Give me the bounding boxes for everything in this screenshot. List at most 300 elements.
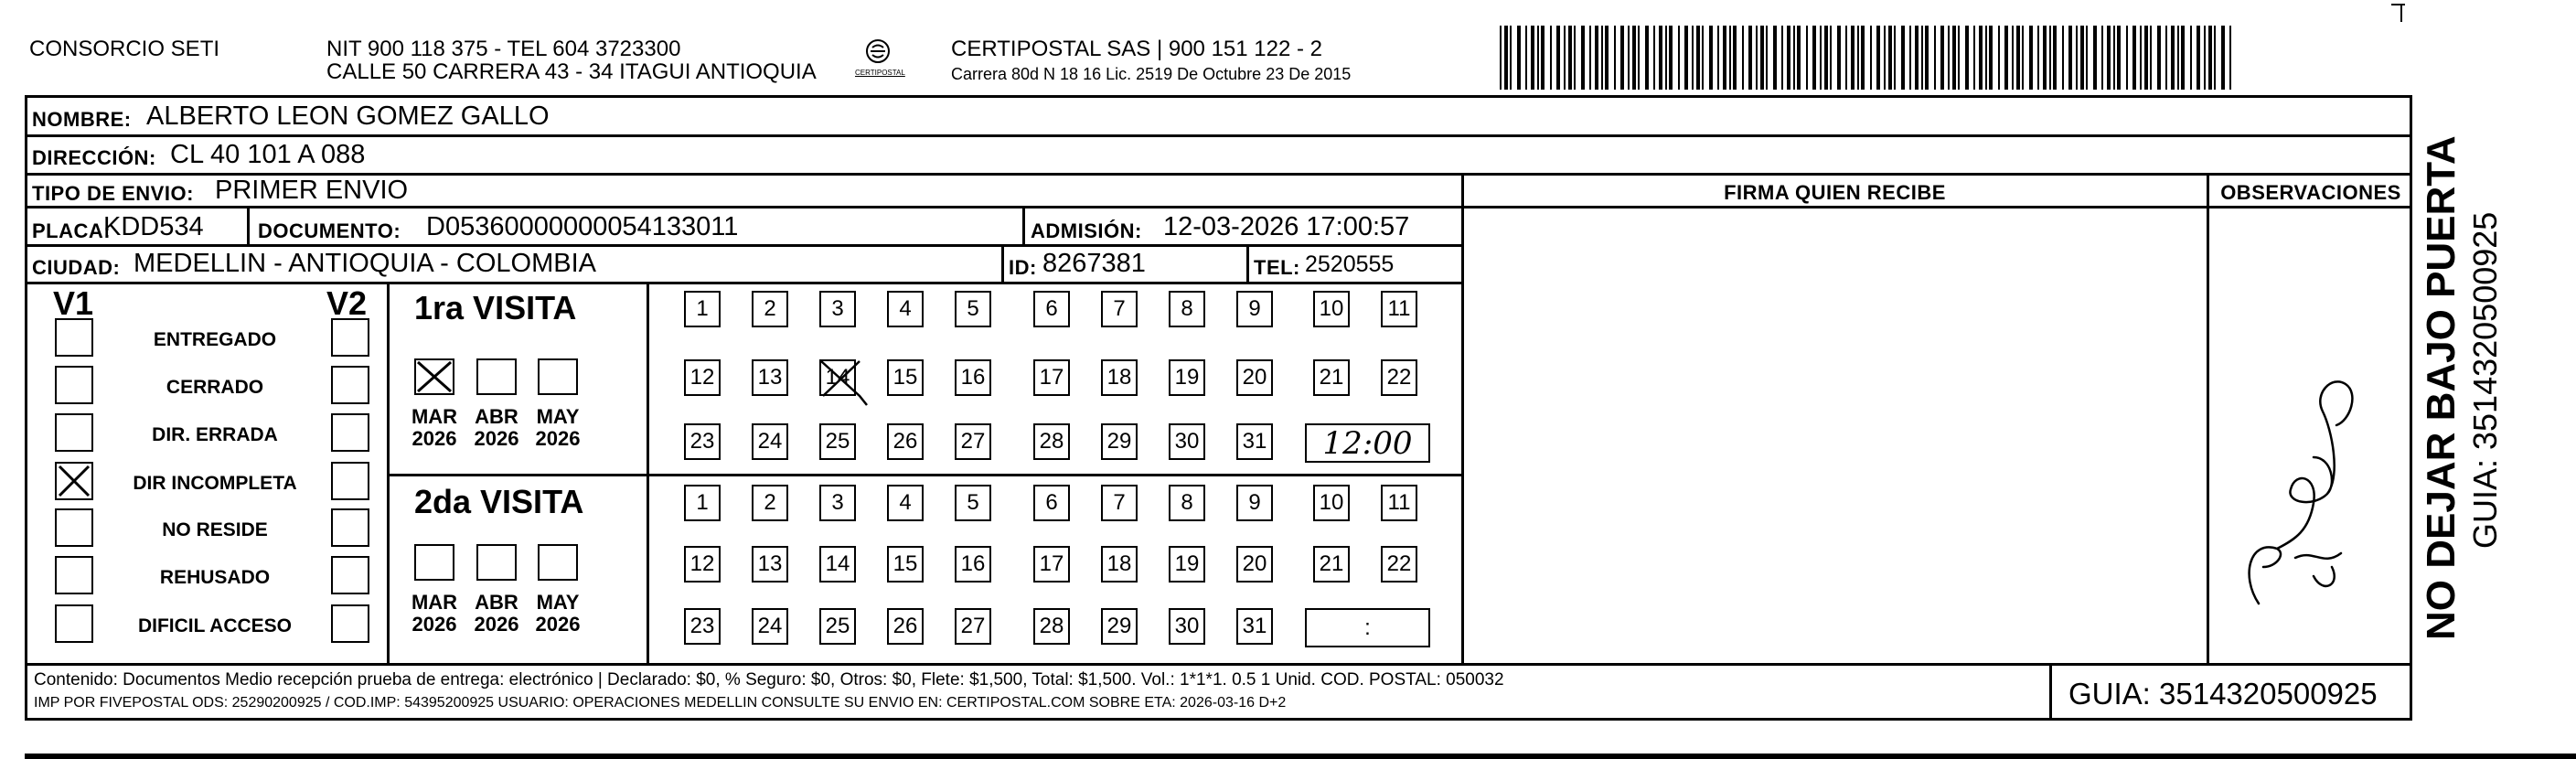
- day-number: 11: [1387, 490, 1411, 515]
- direccion-value: CL 40 101 A 088: [170, 140, 366, 169]
- v1-checkbox[interactable]: [55, 318, 93, 357]
- first-visit-day[interactable]: [1169, 423, 1205, 460]
- barcode-bar: [1870, 26, 1872, 90]
- day-number: 10: [1319, 296, 1344, 321]
- placa-label: PLACA:: [32, 219, 112, 242]
- row-divider: [25, 206, 1463, 208]
- barcode-bar: [1921, 26, 1923, 90]
- day-number: 16: [960, 551, 986, 576]
- barcode-bar: [1985, 26, 1987, 90]
- v1-checkbox[interactable]: [55, 462, 93, 500]
- barcode-bar: [1645, 26, 1649, 90]
- side-guia: GUIA: 3514320500925: [2466, 211, 2504, 549]
- barcode-bar: [1723, 26, 1726, 90]
- day-number: 8: [1181, 490, 1193, 515]
- second-visit-day[interactable]: [887, 485, 924, 521]
- barcode-bar: [1550, 26, 1552, 90]
- corner-mark: [2400, 4, 2402, 22]
- day-number: 3: [831, 490, 844, 515]
- second-visit-time[interactable]: [1305, 608, 1430, 647]
- barcode-bar: [1665, 26, 1667, 90]
- company-name: CONSORCIO SETI: [29, 37, 220, 61]
- barcode-bar: [1934, 26, 1936, 90]
- month-label: MAR: [411, 591, 458, 614]
- day-number: 23: [689, 614, 715, 638]
- day-number: 22: [1386, 365, 1412, 390]
- v2-checkbox[interactable]: [331, 318, 369, 357]
- status-label: NO RESIDE: [162, 519, 268, 540]
- barcode-bar: [1851, 26, 1855, 90]
- barcode-bar: [1901, 26, 1905, 90]
- barcode-bar: [2204, 26, 2206, 90]
- barcode-bar: [1692, 26, 1694, 90]
- first-visit-day[interactable]: [887, 359, 924, 396]
- footer-divider: [25, 663, 2412, 666]
- footer-line-1: Contenido: Documentos Medio recepción prueba de entrega: electrónico | Declarado: $0, % Seguro: $0, Otros: $0, Flete: $1,500, Total: $1,500. Vol.: 1*1*1. 0.5 1 Unid. COD. POSTAL: 050032: [34, 670, 1504, 690]
- second-visit-day[interactable]: [752, 485, 788, 521]
- barcode-bar: [1742, 26, 1744, 90]
- v2-checkbox[interactable]: [331, 413, 369, 452]
- barcode-bar: [1756, 26, 1758, 90]
- day-number: 9: [1248, 490, 1261, 515]
- barcode-bar: [1556, 26, 1560, 90]
- year-label: 2026: [412, 613, 457, 636]
- visit-col-divider: [647, 283, 649, 664]
- v1-header: V1: [53, 284, 94, 322]
- second-visit-day[interactable]: [1381, 485, 1417, 521]
- first-visit-day[interactable]: [955, 291, 991, 327]
- barcode-bar: [1525, 26, 1527, 90]
- day-number: 6: [1045, 490, 1058, 515]
- second-visit-day[interactable]: [684, 608, 721, 645]
- barcode-bar: [1845, 26, 1847, 90]
- barcode-bar: [1620, 26, 1624, 90]
- month-label: MAY: [536, 591, 580, 614]
- day-number: 29: [1106, 614, 1132, 638]
- first-visit-day[interactable]: [1236, 291, 1273, 327]
- barcode-bar: [1510, 26, 1512, 90]
- first-visit-month-checkbox[interactable]: [538, 358, 578, 395]
- second-visit-day[interactable]: [819, 485, 856, 521]
- no-dejar-warning: NO DEJAR BAJO PUERTA: [2419, 135, 2464, 640]
- day-number: 18: [1106, 365, 1132, 390]
- barcode-bar: [1581, 26, 1585, 90]
- status-label: ENTREGADO: [153, 329, 277, 350]
- barcode-bar: [1678, 26, 1680, 90]
- barcode-bar: [2190, 26, 2192, 90]
- v1-checkbox[interactable]: [55, 413, 93, 452]
- barcode-bar: [2086, 26, 2088, 90]
- second-visit-day[interactable]: [955, 608, 991, 645]
- day-number: 23: [689, 429, 715, 454]
- tipo-envio-value: PRIMER ENVIO: [215, 176, 409, 205]
- day-number: 15: [893, 365, 918, 390]
- first-visit-day[interactable]: [1101, 423, 1138, 460]
- day-number: 31: [1242, 429, 1267, 454]
- carrier-address: Carrera 80d N 18 16 Lic. 2519 De Octubre 23 De 2015: [951, 65, 1352, 83]
- id-value: 8267381: [1042, 249, 1146, 278]
- barcode-bar: [2093, 26, 2097, 90]
- col-divider: [2207, 173, 2209, 664]
- day-number: 3: [831, 296, 844, 321]
- footer-guia: GUIA: 3514320500925: [2068, 677, 2378, 711]
- barcode-bar: [1797, 26, 1801, 90]
- barcode-bar: [1628, 26, 1630, 90]
- barcode-bar: [2080, 26, 2084, 90]
- second-visit-day[interactable]: [752, 608, 788, 645]
- second-visit-day[interactable]: [1169, 485, 1205, 521]
- first-visit-day[interactable]: [1236, 423, 1273, 460]
- barcode-bar: [2037, 26, 2039, 90]
- second-visit-day[interactable]: [1169, 546, 1205, 583]
- barcode-bar: [2053, 26, 2057, 90]
- year-label: 2026: [412, 427, 457, 450]
- day-number: 12: [689, 551, 715, 576]
- first-visit-month-checkbox[interactable]: [414, 358, 454, 395]
- first-visit-day[interactable]: [684, 359, 721, 396]
- barcode-bar: [1564, 26, 1566, 90]
- second-visit-day[interactable]: [1313, 546, 1350, 583]
- barcode-bar: [1958, 26, 1960, 90]
- year-label: 2026: [535, 613, 581, 636]
- footer-col-divider: [2049, 666, 2052, 721]
- status-label: DIFICIL ACCESO: [137, 615, 292, 636]
- col-divider: [1461, 173, 1464, 664]
- carrier-name: CERTIPOSTAL SAS | 900 151 122 - 2: [951, 37, 1322, 61]
- barcode-bar: [2012, 26, 2014, 90]
- barcode-bar: [2150, 26, 2152, 90]
- first-visit-day[interactable]: [752, 359, 788, 396]
- first-visit-day[interactable]: [887, 423, 924, 460]
- v2-checkbox[interactable]: [331, 604, 369, 643]
- barcode-bar: [2101, 26, 2103, 90]
- tipo-envio-label: TIPO DE ENVIO:: [32, 182, 194, 205]
- day-number: 27: [960, 614, 986, 638]
- barcode-bar: [1793, 26, 1795, 90]
- barcode-bar: [1888, 26, 1892, 90]
- barcode-bar: [1766, 26, 1768, 90]
- barcode-bar: [1601, 26, 1603, 90]
- month-label: MAR: [411, 405, 458, 428]
- barcode-bar: [1973, 26, 1975, 90]
- barcode-bar: [1820, 26, 1822, 90]
- day-number: 28: [1039, 429, 1064, 454]
- barcode-bar: [1696, 26, 1700, 90]
- barcode-bar: [1709, 26, 1713, 90]
- barcode-bar: [2197, 26, 2200, 90]
- day-number: 8: [1181, 296, 1193, 321]
- first-visit-day[interactable]: [819, 423, 856, 460]
- second-visit-month-checkbox[interactable]: [476, 544, 517, 581]
- day-number: 10: [1319, 490, 1344, 515]
- v2-header: V2: [326, 284, 368, 322]
- day-number: 27: [960, 429, 986, 454]
- day-number: 17: [1039, 365, 1064, 390]
- v1-checkbox[interactable]: [55, 508, 93, 547]
- barcode-bar: [2062, 26, 2064, 90]
- day-number: 15: [893, 551, 918, 576]
- second-visit-day[interactable]: [1236, 485, 1273, 521]
- barcode-bar: [1517, 26, 1521, 90]
- barcode-bar: [1659, 26, 1662, 90]
- day-number: 26: [893, 429, 918, 454]
- barcode-bar: [1989, 26, 1993, 90]
- second-visit-day[interactable]: [1101, 608, 1138, 645]
- day-number: 13: [757, 365, 783, 390]
- v1-checkbox[interactable]: [55, 604, 93, 643]
- day-number: 13: [757, 551, 783, 576]
- certipostal-logo: [855, 37, 905, 82]
- barcode-bar: [1824, 26, 1828, 90]
- firma-header: FIRMA QUIEN RECIBE: [1724, 181, 1946, 204]
- first-visit-day[interactable]: [1033, 423, 1070, 460]
- second-visit-title: 2da VISITA: [414, 483, 584, 520]
- v1-checkbox[interactable]: [55, 556, 93, 594]
- first-visit-day[interactable]: [1033, 359, 1070, 396]
- barcode-bar: [1500, 26, 1502, 90]
- barcode-bar: [2004, 26, 2008, 90]
- second-visit-day[interactable]: [1033, 485, 1070, 521]
- day-number: 25: [825, 614, 850, 638]
- first-visit-day[interactable]: [684, 423, 721, 460]
- first-visit-day[interactable]: [1381, 291, 1417, 327]
- first-visit-day[interactable]: [1169, 291, 1205, 327]
- day-number: 25: [825, 429, 850, 454]
- barcode-bar: [2022, 26, 2024, 90]
- day-number: 2: [764, 490, 776, 515]
- barcode-bar: [1605, 26, 1609, 90]
- v1-checkbox[interactable]: [55, 366, 93, 404]
- cell-divider: [1246, 245, 1249, 283]
- day-number: 20: [1242, 551, 1267, 576]
- day-number: 5: [967, 490, 979, 515]
- logo-text: CERTIPOSTAL: [855, 69, 905, 77]
- day-number: 5: [967, 296, 979, 321]
- day-number: 30: [1174, 614, 1200, 638]
- second-visit-day[interactable]: [1236, 546, 1273, 583]
- barcode-bar: [2117, 26, 2121, 90]
- first-visit-title: 1ra VISITA: [414, 289, 577, 326]
- second-visit-day[interactable]: [1033, 546, 1070, 583]
- barcode-bar: [1537, 26, 1539, 90]
- second-visit-day[interactable]: [819, 546, 856, 583]
- barcode-bar: [1861, 26, 1865, 90]
- first-visit-day[interactable]: [1313, 291, 1350, 327]
- time-value: 12:00: [1322, 424, 1413, 462]
- barcode-bar: [2181, 26, 2185, 90]
- barcode-bar: [1504, 26, 1508, 90]
- barcode-bar: [2049, 26, 2051, 90]
- barcode-bar: [2132, 26, 2136, 90]
- first-visit-day[interactable]: [1236, 359, 1273, 396]
- visit-divider: [390, 474, 1462, 476]
- barcode-bar: [1857, 26, 1859, 90]
- day-number: 17: [1039, 551, 1064, 576]
- bottom-rule: [25, 754, 2576, 759]
- day-number: 20: [1242, 365, 1267, 390]
- barcode-bar: [1638, 26, 1640, 90]
- barcode-bar: [1653, 26, 1655, 90]
- barcode-bar: [1837, 26, 1841, 90]
- barcode-bar: [1632, 26, 1636, 90]
- barcode-bar: [2140, 26, 2142, 90]
- second-visit-month-checkbox[interactable]: [414, 544, 454, 581]
- admision-value: 12-03-2026 17:00:57: [1163, 212, 1410, 241]
- day-number: 11: [1387, 296, 1411, 321]
- status-label: CERRADO: [166, 377, 264, 398]
- first-visit-month-checkbox[interactable]: [476, 358, 517, 395]
- documento-label: DOCUMENTO:: [258, 219, 401, 242]
- first-visit-day[interactable]: [955, 423, 991, 460]
- second-visit-day[interactable]: [1101, 546, 1138, 583]
- barcode-bar: [1717, 26, 1719, 90]
- barcode-bar: [2177, 26, 2179, 90]
- second-visit-day[interactable]: [955, 485, 991, 521]
- ciudad-value: MEDELLIN - ANTIOQUIA - COLOMBIA: [134, 249, 596, 278]
- v2-checkbox[interactable]: [331, 556, 369, 594]
- second-visit-day[interactable]: [1313, 485, 1350, 521]
- barcode-bar: [2029, 26, 2033, 90]
- first-visit-day[interactable]: [819, 359, 856, 396]
- footer-line-2: IMP POR FIVEPOSTAL ODS: 25290200925 / COD.IMP: 54395200925 USUARIO: OPERACIONES MEDELLIN CONSULTE SU ENVIO EN: CERTIPOSTAL.COM SOBRE ETA: 2026-03-16 D+2: [34, 695, 1287, 711]
- day-number: 4: [899, 490, 912, 515]
- barcode-bar: [2171, 26, 2175, 90]
- barcode-bar: [2043, 26, 2047, 90]
- day-number: 1: [696, 296, 709, 321]
- second-visit-day[interactable]: [684, 546, 721, 583]
- v2-checkbox[interactable]: [331, 508, 369, 547]
- day-number: 22: [1386, 551, 1412, 576]
- recipient-signature: [2222, 320, 2387, 613]
- day-number: 16: [960, 365, 986, 390]
- v2-checkbox[interactable]: [331, 462, 369, 500]
- barcode-bar: [2076, 26, 2078, 90]
- barcode-bar: [1614, 26, 1616, 90]
- day-cross-mark: [819, 359, 876, 413]
- year-label: 2026: [474, 427, 519, 450]
- barcode-bar: [1733, 26, 1737, 90]
- ciudad-label: CIUDAD:: [32, 256, 121, 279]
- second-visit-day[interactable]: [1169, 608, 1205, 645]
- barcode-bar: [1669, 26, 1673, 90]
- day-number: 21: [1319, 551, 1344, 576]
- barcode-bar: [1925, 26, 1929, 90]
- barcode-bar: [1773, 26, 1777, 90]
- time-value: :: [1364, 615, 1371, 640]
- day-number: 19: [1174, 551, 1200, 576]
- cell-divider: [1022, 208, 1025, 245]
- barcode-bar: [1568, 26, 1572, 90]
- first-visit-time[interactable]: [1305, 423, 1430, 463]
- second-visit-day[interactable]: [684, 485, 721, 521]
- first-visit-day[interactable]: [684, 291, 721, 327]
- day-number: 6: [1045, 296, 1058, 321]
- second-visit-day[interactable]: [955, 546, 991, 583]
- barcode-bar: [1684, 26, 1688, 90]
- barcode-bar: [2157, 26, 2161, 90]
- barcode-bar: [1952, 26, 1956, 90]
- second-visit-day[interactable]: [819, 608, 856, 645]
- year-label: 2026: [474, 613, 519, 636]
- second-visit-month-checkbox[interactable]: [538, 544, 578, 581]
- company-nit-tel: NIT 900 118 375 - TEL 604 3723300: [326, 37, 681, 61]
- day-number: 1: [696, 490, 709, 515]
- day-number: 9: [1248, 296, 1261, 321]
- row-divider: [25, 134, 2412, 137]
- cell-divider: [1001, 245, 1004, 283]
- day-number: 29: [1106, 429, 1132, 454]
- barcode-bar: [1998, 26, 2000, 90]
- day-number: 28: [1039, 614, 1064, 638]
- barcode-bar: [1781, 26, 1783, 90]
- day-number: 24: [757, 614, 783, 638]
- first-visit-day[interactable]: [1101, 291, 1138, 327]
- placa-value: KDD534: [103, 212, 204, 241]
- barcode-bar: [2165, 26, 2167, 90]
- barcode-bar: [1760, 26, 1764, 90]
- second-visit-day[interactable]: [1236, 608, 1273, 645]
- barcode-bar: [1729, 26, 1731, 90]
- barcode-bar: [1541, 26, 1545, 90]
- first-visit-day[interactable]: [887, 291, 924, 327]
- barcode-bar: [2068, 26, 2072, 90]
- status-label: REHUSADO: [159, 567, 271, 588]
- barcode-bar: [2208, 26, 2212, 90]
- barcode-bar: [1531, 26, 1534, 90]
- barcode-bar: [2113, 26, 2115, 90]
- barcode-bar: [2144, 26, 2148, 90]
- second-visit-day[interactable]: [1381, 546, 1417, 583]
- first-visit-day[interactable]: [1169, 359, 1205, 396]
- company-address: CALLE 50 CARRERA 43 - 34 ITAGUI ANTIOQUIA: [326, 59, 817, 84]
- second-visit-day[interactable]: [1101, 485, 1138, 521]
- barcode-bar: [2229, 26, 2231, 90]
- barcode-bar: [1894, 26, 1896, 90]
- day-number: 30: [1174, 429, 1200, 454]
- second-visit-day[interactable]: [887, 546, 924, 583]
- barcode-bar: [1965, 26, 1969, 90]
- corner-mark: [2391, 4, 2405, 5]
- first-visit-day[interactable]: [752, 423, 788, 460]
- day-number: 2: [764, 296, 776, 321]
- day-number: 14: [825, 551, 850, 576]
- barcode-bar: [2221, 26, 2225, 90]
- day-number: 14: [825, 365, 850, 390]
- barcode-bar: [1748, 26, 1752, 90]
- first-visit-day[interactable]: [1033, 291, 1070, 327]
- first-visit-day[interactable]: [752, 291, 788, 327]
- second-visit-day[interactable]: [887, 608, 924, 645]
- second-visit-day[interactable]: [1033, 608, 1070, 645]
- v2-checkbox[interactable]: [331, 366, 369, 404]
- row-divider: [1463, 206, 2412, 208]
- first-visit-day[interactable]: [1101, 359, 1138, 396]
- barcode-bar: [1830, 26, 1832, 90]
- day-number: 24: [757, 429, 783, 454]
- second-visit-day[interactable]: [752, 546, 788, 583]
- first-visit-day[interactable]: [1313, 359, 1350, 396]
- id-label: ID:: [1009, 256, 1037, 279]
- year-label: 2026: [535, 427, 581, 450]
- first-visit-day[interactable]: [955, 359, 991, 396]
- barcode-bar: [1940, 26, 1944, 90]
- first-visit-day[interactable]: [1381, 359, 1417, 396]
- status-label: DIR INCOMPLETA: [133, 473, 297, 494]
- barcode-bar: [1915, 26, 1919, 90]
- first-visit-day[interactable]: [819, 291, 856, 327]
- barcode-bar: [2107, 26, 2111, 90]
- barcode-bar: [1884, 26, 1886, 90]
